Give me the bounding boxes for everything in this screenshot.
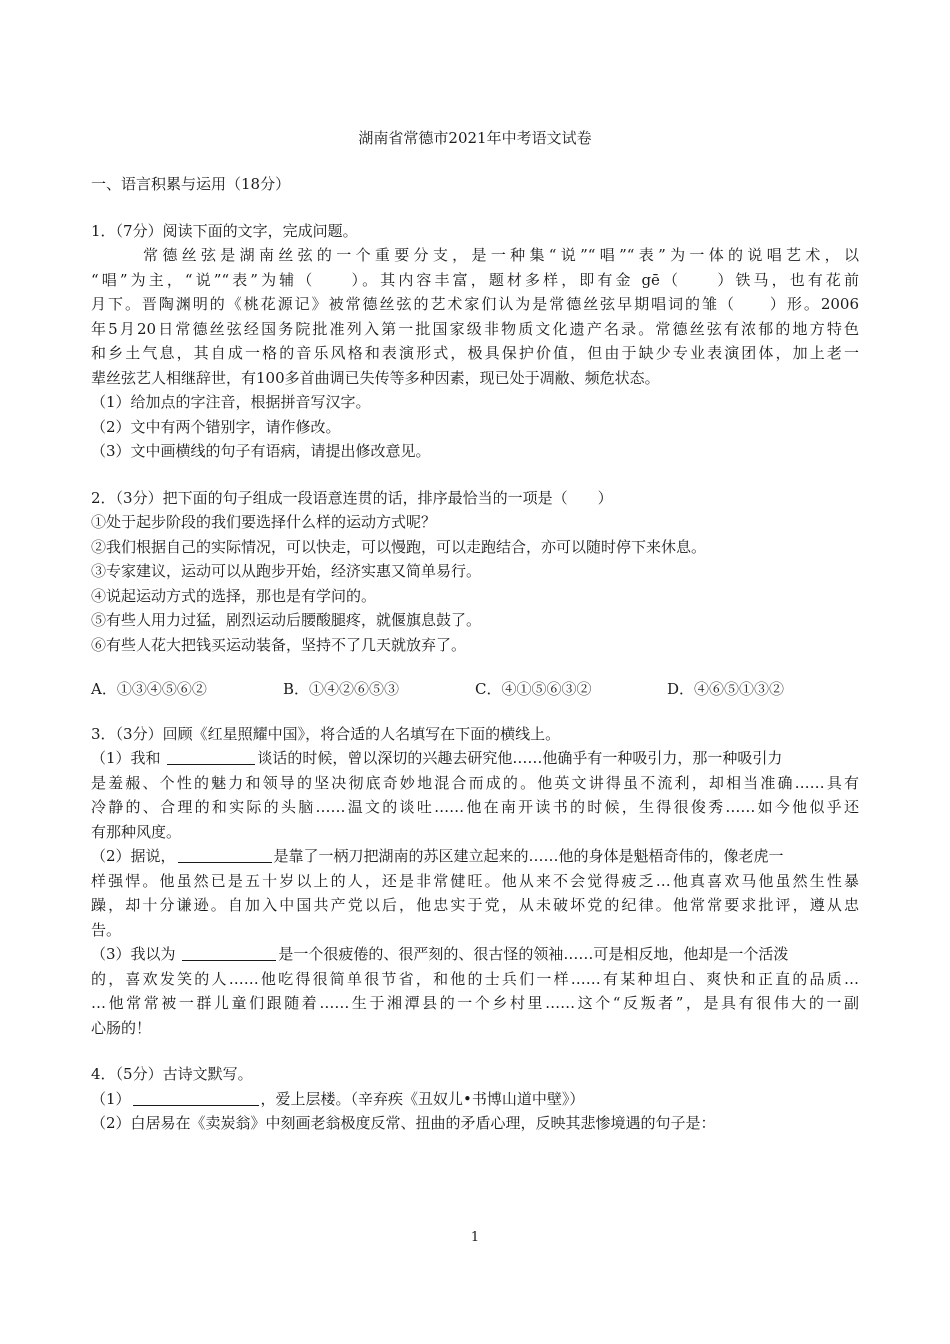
question-3-line: 躁，却十分谦逊。自加入中国共产党以后，他忠实于党，从未破坏党的纪律。他常常要求批评，遵从忠 <box>91 896 859 914</box>
question-4-sub-1: （1） ，爱上层楼。（辛弃疾《丑奴儿•书博山道中壁》） <box>91 1089 585 1108</box>
question-1-sub: （2）文中有两个错别字，请作修改。 <box>91 417 341 436</box>
question-2-item: ④说起运动方式的选择，那也是有学问的。 <box>91 586 377 605</box>
question-2-item: ②我们根据自己的实际情况，可以快走，可以慢跑，可以走跑结合，亦可以随时停下来休息。 <box>91 537 707 556</box>
option-b[interactable]: B．①④②⑥⑤③ <box>283 680 400 698</box>
question-2-item: ③专家建议，运动可以从跑步开始，经济实惠又简单易行。 <box>91 562 482 580</box>
question-1-sub: （3）文中画横线的句子有语病，请提出修改意见。 <box>91 442 431 460</box>
question-4-stem: 4．（5分）古诗文默写。 <box>91 1065 253 1083</box>
question-2-stem: 2．（3分）把下面的句子组成一段语意连贯的话，排序最恰当的一项是（ ） <box>91 488 613 507</box>
question-2-item: ⑥有些人花大把钱买运动装备，坚持不了几天就放弃了。 <box>91 635 467 654</box>
question-2-item: ①处于起步阶段的我们要选择什么样的运动方式呢？ <box>91 513 437 531</box>
question-3-line: 冷静的、合理的和实际的头脑……温文的谈吐……他在南开读书的时候，生得很俊秀……如今他似乎还 <box>91 798 859 816</box>
question-3-line: 有那种风度。 <box>91 822 182 841</box>
option-a[interactable]: A．①③④⑤⑥② <box>91 680 207 698</box>
question-1-passage-line: 年5月20日常德丝弦经国务院批准列入第一批国家级非物质文化遗产名录。常德丝弦有浓郁的地方特色 <box>91 319 859 338</box>
question-1-passage-line: 辈丝弦艺人相继辞世，有100多首曲调已失传等多种因素，现已处于凋敝、频危状态。 <box>91 368 660 387</box>
question-3-line: 样强悍。他虽然已是五十岁以上的人，还是非常健旺。他从来不会觉得疲乏…他真喜欢马他虽然生性暴 <box>91 871 859 890</box>
page-number: 1 <box>470 1230 480 1245</box>
answer-blank-3[interactable] <box>182 944 276 961</box>
question-3-part-2: （2）据说， 是靠了一柄刀把湖南的苏区建立起来的……他的身体是魁梧奇伟的，像老虎一 <box>91 847 784 865</box>
question-1-passage-line: 和乡土气息，其自成一格的音乐风格和表演形式，极具保护价值，但由于缺少专业表演团体，加上老一 <box>91 344 859 362</box>
question-4-sub-2: （2）白居易在《卖炭翁》中刻画老翁极度反常、扭曲的矛盾心理，反映其悲惨境遇的句子是： <box>91 1114 716 1132</box>
answer-blank-2[interactable] <box>178 846 272 863</box>
exam-content <box>91 172 859 1136</box>
question-3-part-1: （1）我和 谈话的时候，曾以深切的兴趣去研究他……他确乎有一种吸引力，那一种吸引力 <box>91 749 783 767</box>
question-1 <box>91 219 859 464</box>
question-1-stem: 1．（7分）阅读下面的文字，完成问题。 <box>91 221 358 240</box>
option-d[interactable]: D．④⑥⑤①③② <box>667 680 785 698</box>
question-3-part-3: （3）我以为 是一个很疲倦的、很严刻的、很古怪的领袖……可是相反地，他却是一个活泼 <box>91 945 789 963</box>
question-3-line: 是羞赧、个性的魅力和领导的坚决彻底奇妙地混合而成的。他英文讲得虽不流利，却相当准确……具有 <box>91 773 859 792</box>
question-3-stem: 3．（3分）回顾《红星照耀中国》，将合适的人名填写在下面的横线上。 <box>91 724 561 743</box>
question-3-line: 心肠的！ <box>91 1018 152 1037</box>
answer-blank-1[interactable] <box>167 748 255 765</box>
question-2-options <box>91 677 859 702</box>
question-1-sub: （1）给加点的字注音，根据拼音写汉字。 <box>91 393 371 411</box>
question-4 <box>91 1062 859 1136</box>
question-1-passage-line: “唱”为主，“说”“表”为辅（ ）。其内容丰富，题材多样，即有金 gē（ ）铁马，也有花前 <box>91 270 859 289</box>
question-3-line: 的，喜欢发笑的人……他吃得很简单很节省，和他的士兵们一样……有某种坦白、爽快和正直的品质… <box>91 969 859 988</box>
question-2 <box>91 486 859 702</box>
section-heading: 一、语言积累与运用（18分） <box>91 175 291 193</box>
question-3-line: 告。 <box>91 920 122 939</box>
question-1-passage-line: 常德丝弦是湖南丝弦的一个重要分支，是一种集“说”“唱”“表”为一体的说唱艺术，以 <box>143 246 859 264</box>
option-c[interactable]: C．④①⑤⑥③② <box>475 680 592 698</box>
answer-blank-4[interactable] <box>133 1089 259 1106</box>
question-3-line: …他常常被一群儿童们跟随着……生于湘潭县的一个乡村里……这个“反叛者”，是具有很伟大的一副 <box>91 994 859 1012</box>
question-2-item: ⑤有些人用力过猛，剧烈运动后腰酸腿疼，就偃旗息鼓了。 <box>91 611 482 629</box>
question-1-passage-line: 月下。晋陶渊明的《桃花源记》被常德丝弦的艺术家们认为是常德丝弦早期唱词的雏（ ）形。2006 <box>91 295 859 313</box>
question-3 <box>91 722 859 1041</box>
exam-title: 湖南省常德市2021年中考语文试卷 <box>358 129 592 147</box>
